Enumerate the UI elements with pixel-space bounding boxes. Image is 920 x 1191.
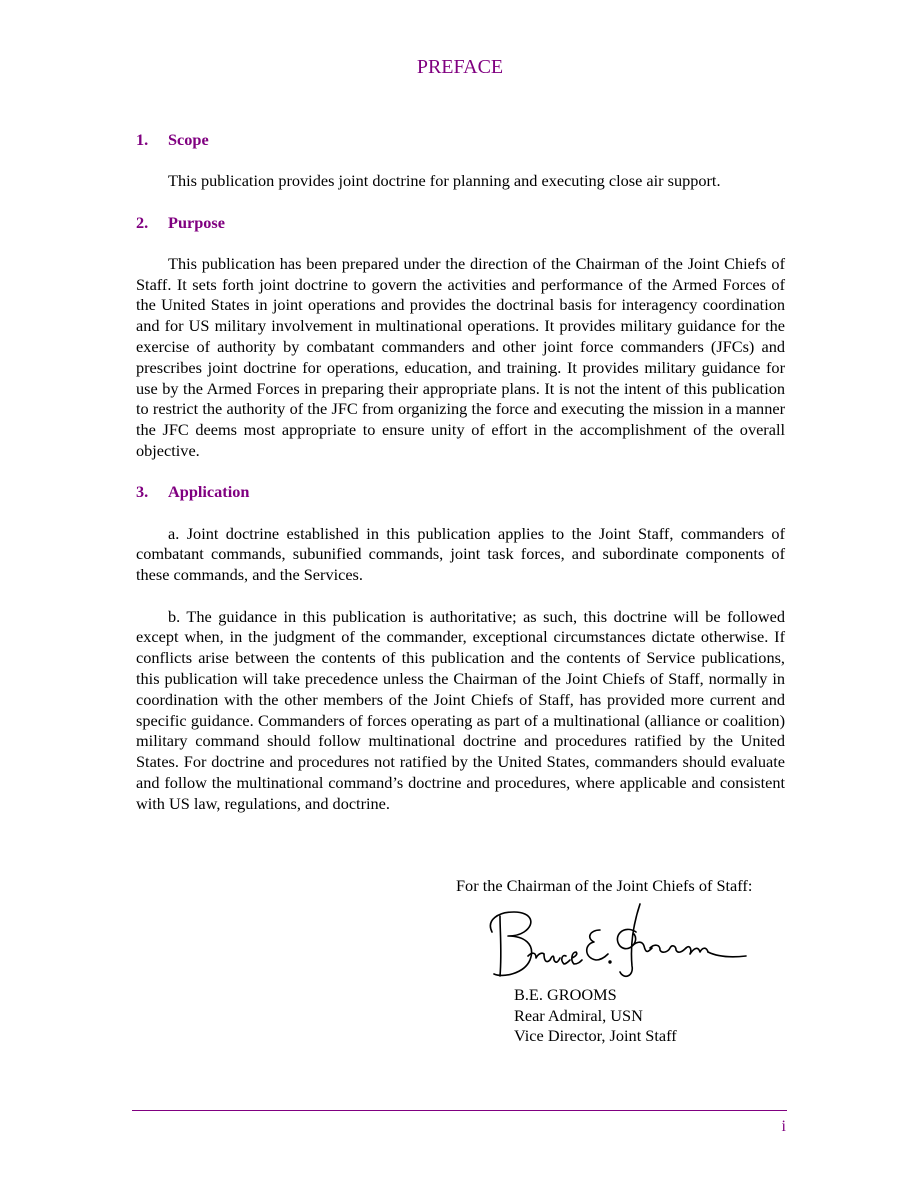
section-title: Purpose xyxy=(168,212,225,232)
section-title: Application xyxy=(168,482,250,502)
section-number: 2. xyxy=(136,212,149,232)
section-heading-scope xyxy=(136,130,785,151)
page-title: PREFACE xyxy=(416,56,504,78)
section-number: 1. xyxy=(136,130,149,149)
section-number: 3. xyxy=(136,482,149,502)
purpose-paragraph: This publication has been prepared under the direction of the Chairman of the Joint Chiefs of Staff. It sets forth joint doctrine to govern the activities and performance of the Armed Forces of the United States in joint operations and provides the doctrinal basis for interagency coordination and for US military involvement in multinational operations. It provides military guidance for the exercise of authority by combatant commanders and other joint force commanders (JFCs) and prescribes joint doctrine for operations, education, and training. It provides military guidance for use by the Armed Forces in preparing their appropriate plans. It is not the intent of this publication to restrict the authority of the JFC from organizing the force and executing the mission in a manner the JFC deems most appropriate to ensure unity of effort in the accomplishment of the overall objective. xyxy=(136,253,785,461)
signer-block xyxy=(514,985,677,1047)
signer-position: Vice Director, Joint Staff xyxy=(514,1026,677,1046)
document-body xyxy=(136,130,785,815)
section-heading-purpose xyxy=(136,213,785,234)
section-heading-application xyxy=(136,482,785,503)
signer-name: B.E. GROOMS xyxy=(514,985,617,1004)
signer-rank: Rear Admiral, USN xyxy=(514,1005,643,1025)
page-number: i xyxy=(781,1118,786,1135)
footer-divider xyxy=(132,1110,787,1111)
scope-paragraph: This publication provides joint doctrine for planning and executing close air support. xyxy=(168,171,721,191)
application-paragraph-b: b. The guidance in this publication is authoritative; as such, this doctrine will be followed except when, in the judgment of the commander, exceptional circumstances dictate otherwise. If conflicts arise between the contents of this publication and the contents of Service publications, this publication will take precedence unless the Chairman of the Joint Chiefs of Staff, normally in coordination with the other members of the Joint Chiefs of Staff, has provided more current and specific guidance. Commanders of forces operating as part of a multinational (alliance or coalition) military command should follow multinational doctrine and procedures ratified by the United States. For doctrine and procedures not ratified by the United States, commanders should evaluate and follow the multinational command’s doctrine and procedures, where applicable and consistent with US law, regulations, and doctrine. xyxy=(136,606,785,813)
application-paragraph-a: a. Joint doctrine established in this publication applies to the Joint Staff, commanders of combatant commands, subunified commands, joint task forces, and subordinate components of these commands, and the Services. xyxy=(136,523,785,585)
section-title: Scope xyxy=(168,130,209,149)
signature-for-line: For the Chairman of the Joint Chiefs of Staff: xyxy=(456,876,753,895)
handwritten-signature xyxy=(484,902,750,982)
